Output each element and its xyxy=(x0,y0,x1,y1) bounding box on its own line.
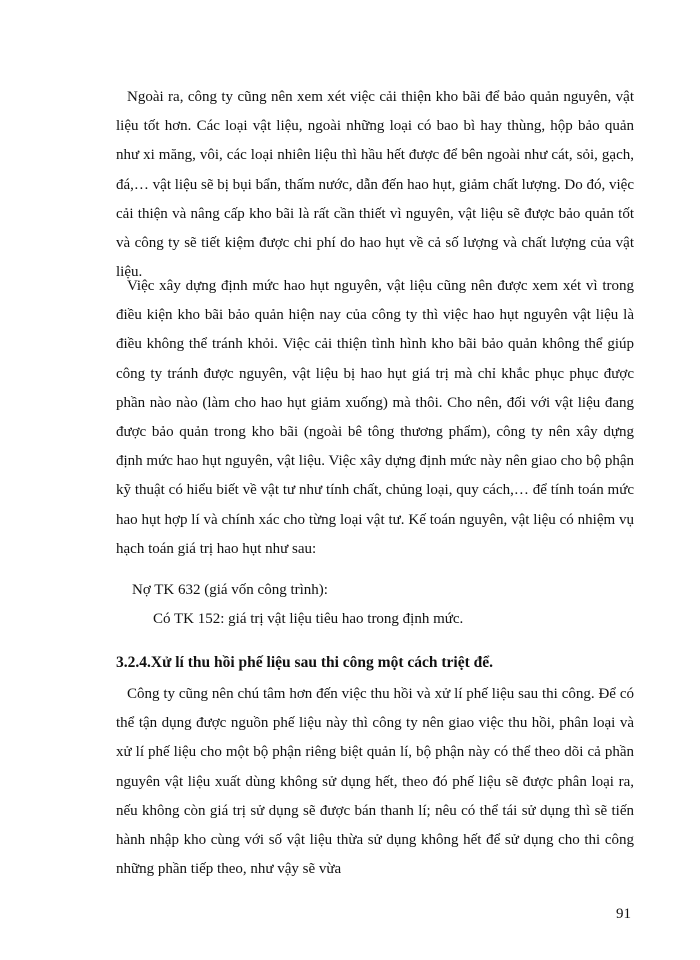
paragraph-scrap-handling: Công ty cũng nên chú tâm hơn đến việc thu hồi và xử lí phế liệu sau thi công. Để có thể tận dụng được nguồn phế liệu này thì công ty nên giao việc thu hồi, phân loại và xử lí phế liệu cho một bộ phận riêng biệt quản lí, bộ phận này có thể theo dõi cả phần nguyên vật liệu xuất dùng không sử dụng hết, theo đó phế liệu sẽ được phân loại ra, nếu không còn giá trị sử dụng sẽ được bán thanh lí; nêu có thể tái sử dụng thì sẽ tiến hành nhập kho cùng với số vật liệu thừa sử dụng không hết để sử dụng cho thi công những phần tiếp theo, như vậy sẽ vừa xyxy=(116,686,634,878)
paragraph-loss-norm: Việc xây dựng định mức hao hụt nguyên, vật liệu cũng nên được xem xét vì trong điều kiện kho bãi bảo quản hiện nay của công ty thì việc hao hụt nguyên vật liệu là điều không thể tránh khỏi. Việc cải thiện tình hình kho bãi bảo quản không thể giúp công ty tránh được nguyên, vật liệu bị hao hụt giá trị mà chỉ khắc phục phục được phần nào nào (làm cho hao hụt giảm xuống) mà thôi. Cho nên, đối với vật liệu đang được bảo quản trong kho bãi (ngoài bê tông thương phẩm), công ty nên xây dựng định mức hao hụt nguyên, vật liệu. Việc xây dựng định mức này nên giao cho bộ phận kỹ thuật có hiểu biết về vật tư như tính chất, chủng loại, quy cách,… để tính toán mức hao hụt hợp lí và chính xác cho từng loại vật tư. Kế toán nguyên, vật liệu có nhiệm vụ hạch toán giá trị hao hụt như sau: xyxy=(116,278,634,557)
page-number: 91 xyxy=(616,906,631,922)
paragraph-warehouse-improvement: Ngoài ra, công ty cũng nên xem xét việc cải thiện kho bãi để bảo quản nguyên, vật liệu tốt hơn. Các loại vật liệu, ngoài những loại có bao bì hay thùng, hộp bảo quản như xi măng, vôi, các loại nhiên liệu thì hầu hết được để bên ngoài như cát, sỏi, gạch, đá,… vật liệu sẽ bị bụi bẩn, thấm nước, dẫn đến hao hụt, giảm chất lượng. Do đó, việc cải thiện và nâng cấp kho bãi là rất cần thiết vì nguyên, vật liệu sẽ được bảo quản tốt và công ty sẽ tiết kiệm được chi phí do hao hụt về cả số lượng và chất lượng của vật liệu. xyxy=(116,89,634,281)
section-heading: 3.2.4.Xử lí thu hồi phế liệu sau thi công một cách triệt để. xyxy=(116,654,494,671)
entry-debit: Nợ TK 632 (giá vốn công trình): xyxy=(132,582,328,598)
entry-credit: Có TK 152: giá trị vật liệu tiêu hao trong định mức. xyxy=(153,611,464,627)
